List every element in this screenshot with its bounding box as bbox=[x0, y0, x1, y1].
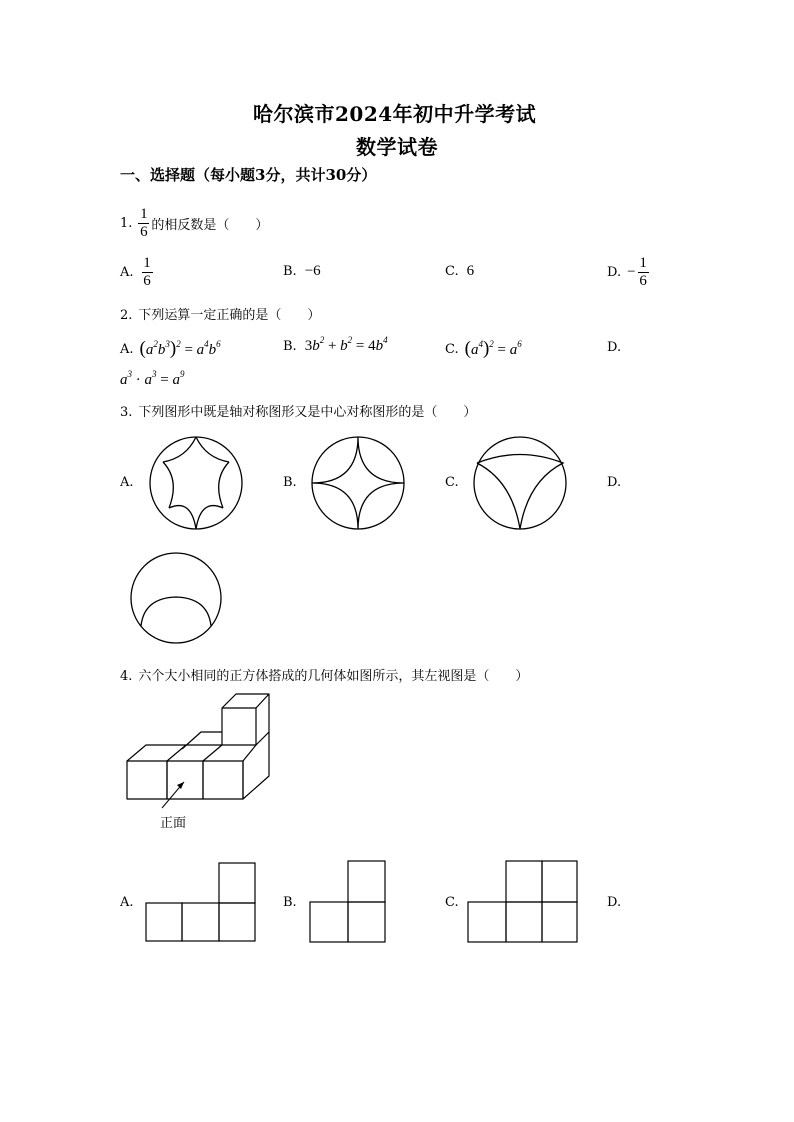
option-value: −6 bbox=[304, 263, 321, 279]
option-a[interactable] bbox=[120, 255, 153, 290]
question-number: 1. bbox=[120, 216, 133, 231]
question-number: 2. bbox=[120, 308, 133, 323]
option-c-label[interactable]: C. bbox=[445, 475, 459, 490]
option-label: D. bbox=[607, 340, 622, 355]
option-label: A. bbox=[120, 341, 134, 357]
question-stem: 下列图形中既是轴对称图形又是中心对称图形的是（ ） bbox=[138, 405, 477, 420]
question-stem: 六个大小相同的正方体搭成的几何体如图所示，其左视图是（ ） bbox=[138, 669, 529, 684]
question-2 bbox=[120, 304, 320, 323]
question-stem: 的相反数是（ ） bbox=[151, 218, 269, 233]
option-a-label[interactable]: A. bbox=[120, 895, 134, 910]
option-b-label[interactable]: B. bbox=[283, 895, 297, 910]
question-1 bbox=[120, 206, 268, 241]
option-b-view[interactable] bbox=[309, 860, 387, 944]
question-stem: 下列运算一定正确的是（ ） bbox=[138, 308, 321, 323]
front-label: 正面 bbox=[160, 816, 187, 831]
option-label: C. bbox=[445, 341, 459, 357]
question-3 bbox=[120, 401, 476, 420]
option-d[interactable] bbox=[607, 340, 621, 355]
option-label: B. bbox=[283, 264, 297, 279]
fraction: $\frac{1}{6}$ bbox=[140, 206, 148, 240]
option-a-label[interactable]: A. bbox=[120, 475, 134, 490]
option-b[interactable] bbox=[283, 335, 388, 355]
option-b-label[interactable]: B. bbox=[283, 475, 297, 490]
option-a-figure[interactable] bbox=[146, 436, 246, 536]
option-c-view[interactable] bbox=[467, 860, 579, 944]
option-label: B. bbox=[283, 339, 297, 354]
option-d-figure[interactable] bbox=[126, 552, 226, 652]
section-heading: 一、选择题（每小题3分，共计30分） bbox=[120, 166, 377, 184]
expression: $(a^4)^2 = a^6$ bbox=[464, 338, 522, 359]
question-number: 4. bbox=[120, 669, 133, 684]
question-4 bbox=[120, 665, 528, 684]
expression: $3b^2 + b^2 = 4b^4$ bbox=[304, 335, 388, 354]
option-b-figure[interactable] bbox=[308, 436, 408, 536]
option-c[interactable] bbox=[445, 338, 522, 360]
fraction: $\frac{1}{6}$ bbox=[143, 255, 151, 289]
option-d-label[interactable]: D. bbox=[607, 475, 622, 490]
option-c-figure[interactable] bbox=[470, 436, 570, 536]
option-value: 6 bbox=[466, 263, 475, 279]
fraction: $\frac{1}{6}$ bbox=[639, 255, 647, 289]
option-a[interactable] bbox=[120, 338, 221, 360]
option-c-label[interactable]: C. bbox=[445, 895, 459, 910]
page-subtitle: 数学试卷 bbox=[356, 135, 438, 159]
option-d-expression bbox=[120, 369, 185, 389]
expression: $a^3 \cdot a^3 = a^9$ bbox=[120, 369, 185, 388]
expression: $(a^2b^3)^2 = a^4b^6$ bbox=[139, 338, 221, 359]
option-b[interactable] bbox=[283, 263, 321, 280]
option-d[interactable] bbox=[607, 255, 649, 290]
option-label: D. bbox=[607, 265, 622, 280]
cube-solid-figure bbox=[126, 692, 276, 812]
option-label: A. bbox=[120, 265, 134, 280]
option-label: C. bbox=[445, 264, 459, 279]
minus-sign: − bbox=[627, 264, 636, 280]
option-a-view[interactable] bbox=[145, 862, 257, 944]
question-number: 3. bbox=[120, 405, 133, 420]
option-c[interactable] bbox=[445, 263, 474, 280]
option-d-label[interactable]: D. bbox=[607, 895, 622, 910]
page-title: 哈尔滨市2024年初中升学考试 bbox=[253, 102, 537, 126]
